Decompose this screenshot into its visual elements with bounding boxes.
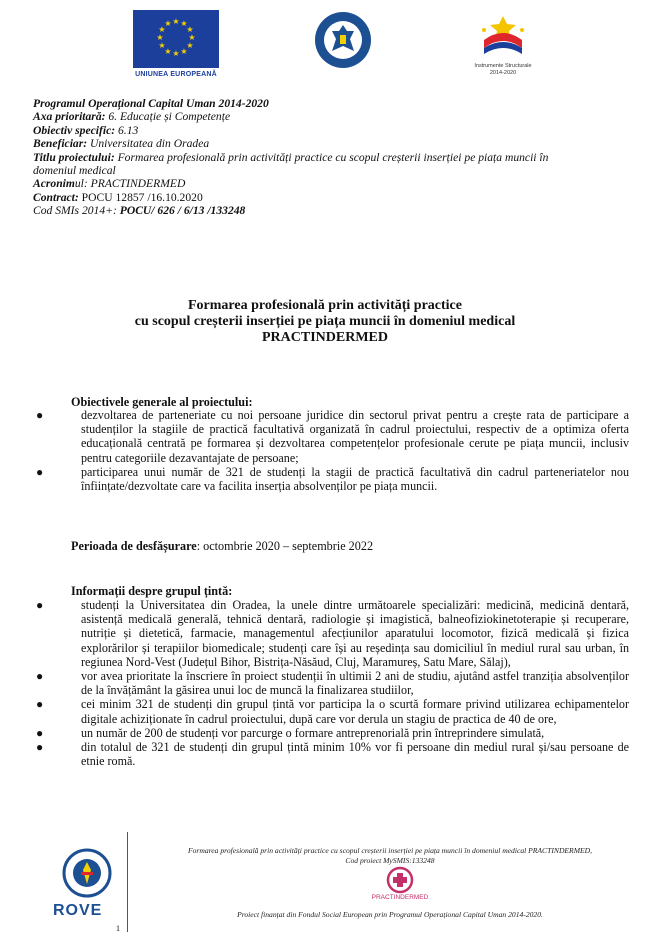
period-label: Perioada de desfășurare xyxy=(71,539,197,553)
svg-text:★: ★ xyxy=(158,41,166,50)
romanian-government-logo xyxy=(314,11,372,69)
rove-logo: ROVE xyxy=(53,902,103,919)
titlu-value-2: domeniul medical xyxy=(33,164,116,178)
list-item xyxy=(33,465,629,493)
svg-text:★: ★ xyxy=(172,49,180,58)
objectives-heading: Obiectivele generale al proiectului: xyxy=(71,395,253,409)
list-item xyxy=(33,697,629,725)
footer-line-2: Cod proiect MySMIS:133248 xyxy=(345,856,435,865)
footer-funding-text: Proiect finanțat din Fondul Social European prin Programul Operațional Capital Uman 2014-2020. xyxy=(237,910,543,919)
smis-value: POCU/ 626 / 6/13 /133248 xyxy=(119,204,246,218)
bullet-icon: ● xyxy=(36,598,44,612)
objective-text: dezvoltarea de parteneriate cu noi persoane juridice din sectorul privat pentru a crește rata de participare a studenților la stagiile de practică facultativă organizată în cadrul proiectului, respectiv de a optimiza oferta educațională centrată pe formarea și dezvoltarea competențelor profesionale cerute pe piața muncii, inclusiv pentru categoriile dezavantajate de persoane; xyxy=(81,408,629,465)
bullet-icon: ● xyxy=(36,408,44,422)
acronim-label: Acronim xyxy=(33,177,75,191)
target-heading: Informații despre grupul țintă: xyxy=(71,584,233,598)
svg-text:★: ★ xyxy=(158,25,166,34)
bullet-icon: ● xyxy=(36,669,44,684)
university-seal-icon xyxy=(56,848,118,898)
titlu-label: Titlu proiectului: xyxy=(33,150,115,164)
practindermed-label: PRACTINDERMED xyxy=(371,894,429,901)
titlu-value-1: Formarea profesională prin activități practice cu scopul creșterii inserției pe piața muncii în xyxy=(114,150,549,164)
bullet-icon: ● xyxy=(36,740,44,755)
target-text: vor avea prioritate la înscriere în proiect studenții în ultimii 2 ani de studiu, ajutând astfel tranziția absolvenților de la învățământ la găsirea unui loc de muncă la finalizarea studiilor, xyxy=(81,669,629,698)
beneficiar-label: Beneficiar: xyxy=(33,137,88,151)
svg-text:★: ★ xyxy=(172,17,180,26)
title-line-1: Formarea profesională prin activități practice xyxy=(188,298,462,313)
practindermed-logo xyxy=(385,866,415,894)
list-item xyxy=(33,408,629,465)
is-caption-line2: 2014-2020 xyxy=(489,70,517,76)
eu-logo xyxy=(133,10,219,80)
page-number: 1 xyxy=(116,924,120,933)
svg-text:★: ★ xyxy=(186,41,194,50)
structural-instruments-logo xyxy=(472,10,534,78)
period-value: : octombrie 2020 – septembrie 2022 xyxy=(196,539,374,553)
bullet-icon: ● xyxy=(36,725,44,740)
eu-flag-icon xyxy=(133,10,219,68)
eu-caption: UNIUNEA EUROPEANĂ xyxy=(135,71,217,78)
objective-text: participarea unui număr de 321 de studenți la stagii de practică facultativă din cadrul parteneriatelor nou înființate/dezvoltate care va facilita inserția absolvenților pe piața muncii. xyxy=(81,464,629,494)
practindermed-icon xyxy=(385,866,415,894)
svg-text:★: ★ xyxy=(164,47,172,56)
list-item xyxy=(33,598,629,669)
structural-instruments-icon xyxy=(472,10,534,58)
list-item xyxy=(33,740,629,768)
target-text: un număr de 200 de studenți vor parcurge o formare antreprenorială prin întreprindere simulată, xyxy=(81,725,545,740)
axa-value: 6. Educație și Competențe xyxy=(105,110,231,124)
svg-text:★: ★ xyxy=(186,25,194,34)
target-text: studenți la Universitatea din Oradea, la unele dintre următoarele specializări: medicină, medicină dentară, asistență medicală generală, tehnică dentară, radiologie și imagistică, balneofiziokinetoterapie și recuperare, nutriție și dietetică, farmacie, managementul afecțiunilor aparatului locomotor, fizică medicală și fizica explorărilor și terapiilor biomedicale; studenți care își au reședința sau domiciliul în mediul rural sau urban, în regiunea Nord-Vest (Județul Bihor, Bistrița-Năsăud, Cluj, Maramureș, Satu Mare, Sălaj), xyxy=(81,598,629,669)
target-text: din totalul de 321 de studenți din grupul țintă minim 10% vor fi persoane din mediul rural și/sau persoane de etnie romă. xyxy=(81,740,629,769)
objectives-section xyxy=(33,408,629,493)
university-seal xyxy=(56,848,118,898)
program-line: Programul Operațional Capital Uman 2014-2020 xyxy=(33,97,269,110)
title-line-2: cu scopul creșterii inserției pe piața muncii în domeniul medical xyxy=(134,314,516,329)
list-item xyxy=(33,669,629,697)
project-info xyxy=(33,97,633,218)
axa-label: Axa prioritară: xyxy=(33,110,106,124)
svg-text:★: ★ xyxy=(164,19,172,28)
obiectiv-value: 6.13 xyxy=(115,123,139,137)
document-title xyxy=(0,298,650,346)
svg-text:★: ★ xyxy=(188,33,196,42)
acronim-value: ul: PRACTINDERMED xyxy=(74,177,186,191)
list-item xyxy=(33,726,629,740)
target-section xyxy=(33,598,629,768)
svg-text:★: ★ xyxy=(180,47,188,56)
contract-value: POCU 12857 /16.10.2020 xyxy=(78,190,203,204)
title-line-3: PRACTINDERMED xyxy=(262,330,388,345)
footer-divider xyxy=(127,832,128,932)
period-line xyxy=(71,539,373,554)
is-caption-line1: Instrumente Structurale xyxy=(474,63,532,69)
target-text: cei minim 321 de studenți din grupul țintă vor participa la o scurtă formare privind utilizarea echipamentelor digitale achiziționate în cadrul proiectului, după care vor derula un stagiu de practica de 40 de ore, xyxy=(81,697,629,726)
beneficiar-value: Universitatea din Oradea xyxy=(87,137,210,151)
footer-project-text xyxy=(140,846,640,866)
footer-line-1: Formarea profesională prin activități practice cu scopul creșterii inserției pe piața muncii în domeniul medical PRACTINDERMED, xyxy=(187,846,593,855)
bullet-icon: ● xyxy=(36,464,44,479)
contract-label: Contract: xyxy=(33,190,79,204)
smis-label: Cod SMIs 2014+: xyxy=(33,204,120,218)
svg-text:★: ★ xyxy=(156,33,164,42)
bullet-icon: ● xyxy=(36,697,44,712)
obiectiv-label: Obiectiv specific: xyxy=(33,123,116,137)
svg-text:★: ★ xyxy=(180,19,188,28)
